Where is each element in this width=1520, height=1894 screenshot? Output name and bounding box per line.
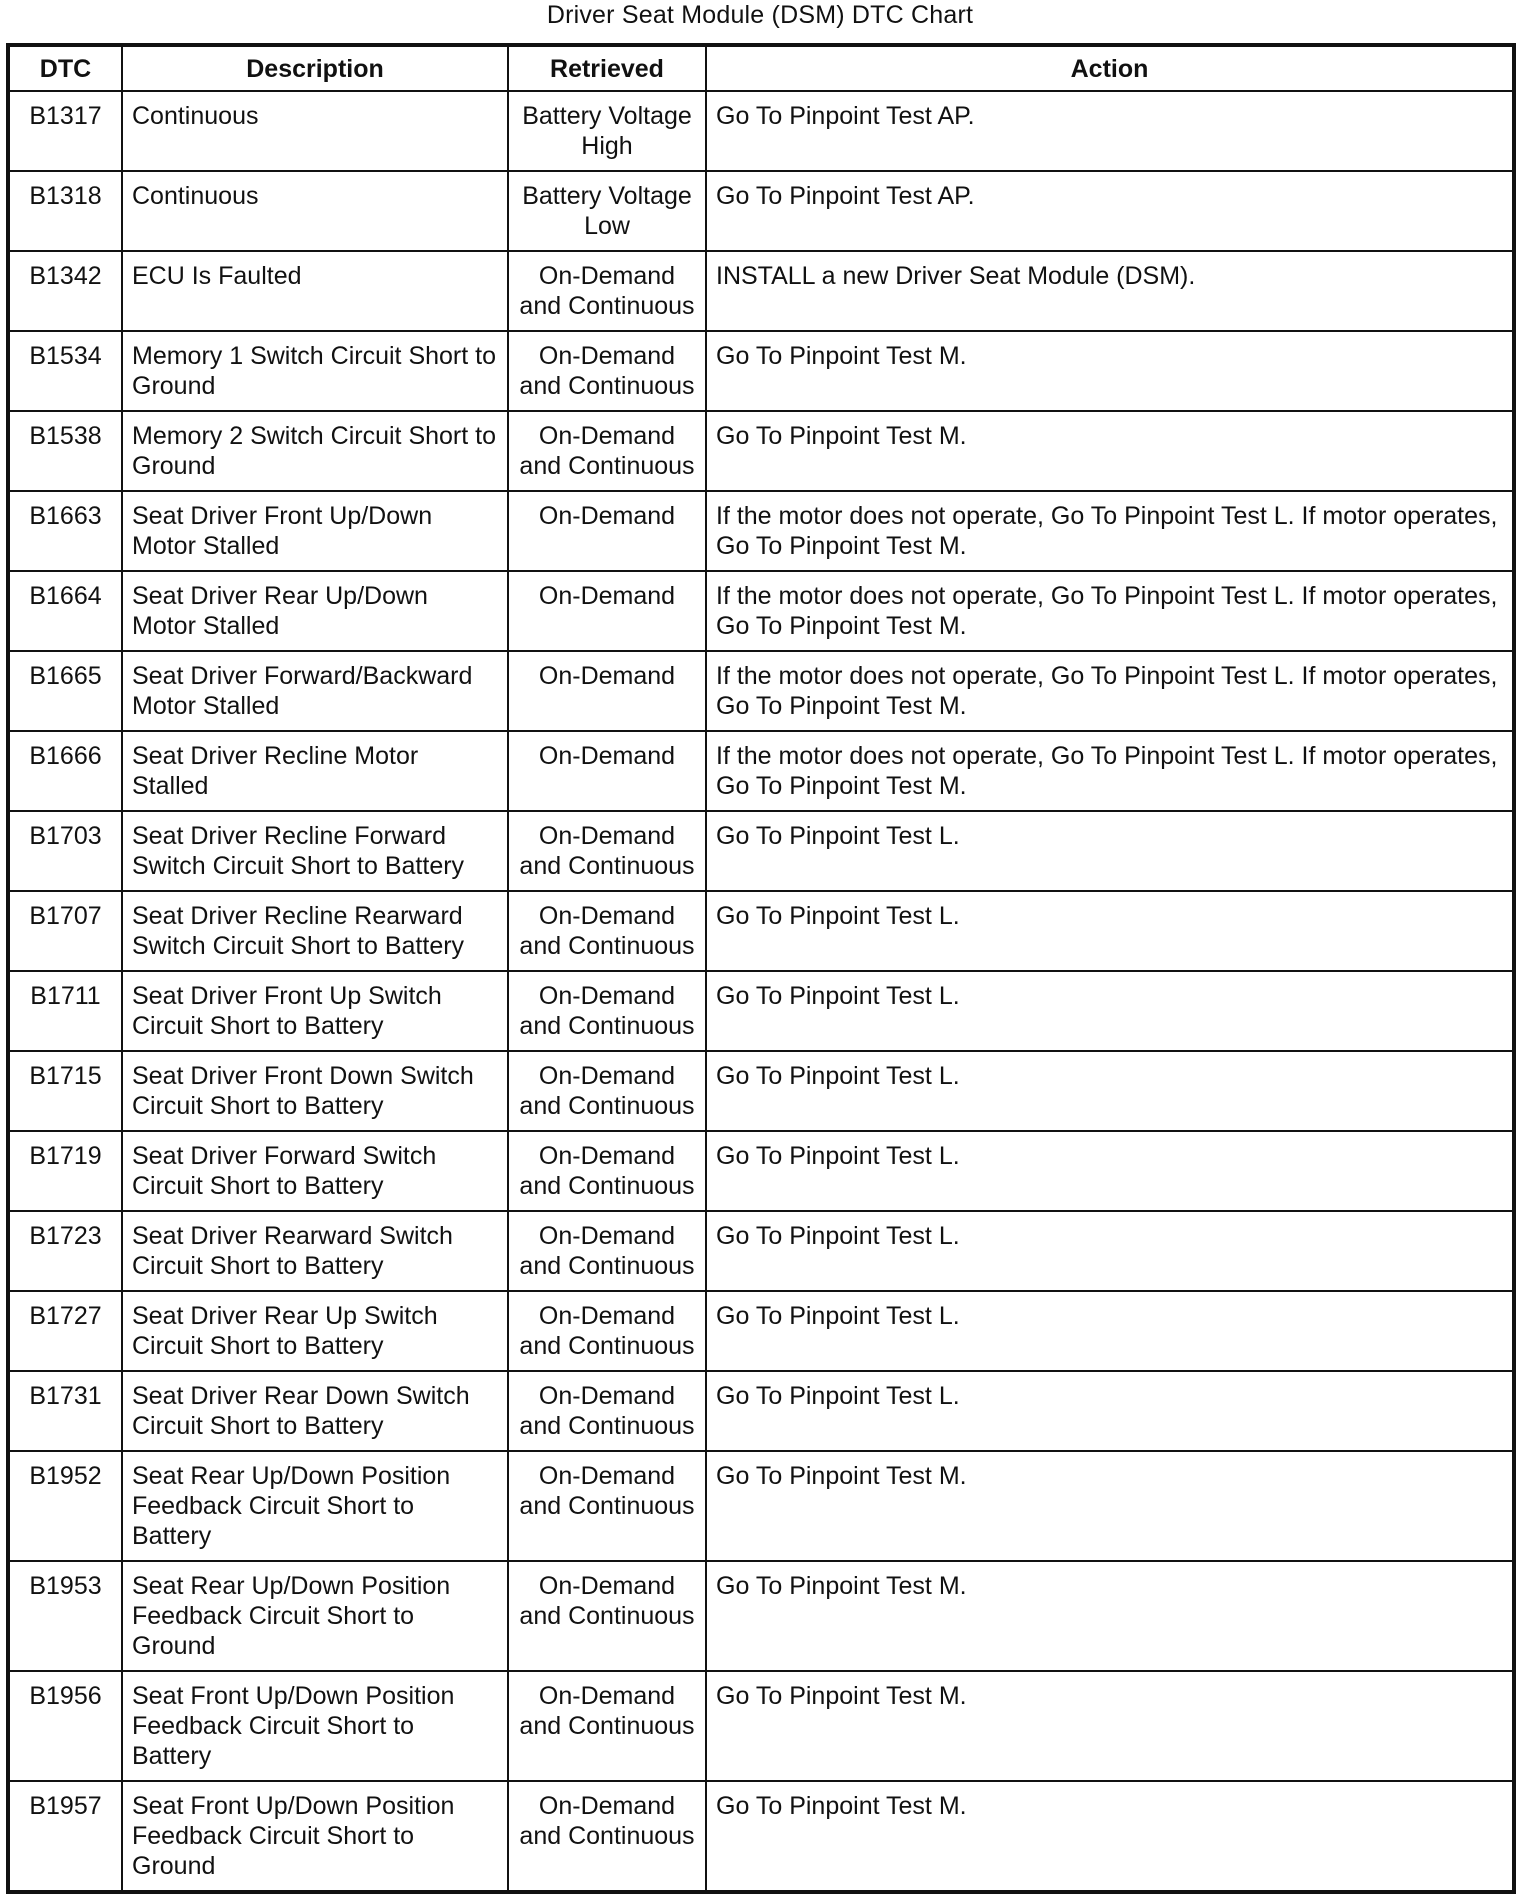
dtc-retrieved: On-Demand and Continuous [508, 1671, 706, 1781]
dtc-description: Seat Driver Rear Up Switch Circuit Short to Battery [122, 1291, 508, 1371]
dtc-action: INSTALL a new Driver Seat Module (DSM). [706, 251, 1514, 331]
dtc-code: B1703 [8, 811, 122, 891]
dtc-code: B1318 [8, 171, 122, 251]
dtc-retrieved: On-Demand and Continuous [508, 891, 706, 971]
dtc-description: Seat Rear Up/Down Position Feedback Circuit Short to Ground [122, 1561, 508, 1671]
dtc-action: If the motor does not operate, Go To Pinpoint Test L. If motor operates, Go To Pinpoint Test M. [706, 491, 1514, 571]
dtc-description: Seat Driver Rear Down Switch Circuit Short to Battery [122, 1371, 508, 1451]
dtc-description: Seat Driver Rear Up/Down Motor Stalled [122, 571, 508, 651]
table-row [8, 331, 1514, 411]
table-row [8, 571, 1514, 651]
dtc-action: Go To Pinpoint Test M. [706, 411, 1514, 491]
table-row [8, 1561, 1514, 1671]
dtc-description: Seat Driver Rearward Switch Circuit Short to Battery [122, 1211, 508, 1291]
dtc-description: Seat Driver Front Up Switch Circuit Short to Battery [122, 971, 508, 1051]
table-row [8, 251, 1514, 331]
dtc-action: Go To Pinpoint Test L. [706, 1371, 1514, 1451]
dtc-retrieved: On-Demand and Continuous [508, 1051, 706, 1131]
table-row [8, 971, 1514, 1051]
dtc-code: B1956 [8, 1671, 122, 1781]
dtc-code: B1953 [8, 1561, 122, 1671]
dtc-code: B1957 [8, 1781, 122, 1892]
table-row [8, 891, 1514, 971]
dtc-description: Memory 2 Switch Circuit Short to Ground [122, 411, 508, 491]
dtc-code: B1727 [8, 1291, 122, 1371]
dtc-action: Go To Pinpoint Test L. [706, 891, 1514, 971]
dtc-action: Go To Pinpoint Test M. [706, 1451, 1514, 1561]
dtc-retrieved: On-Demand [508, 651, 706, 731]
dtc-action: Go To Pinpoint Test L. [706, 1291, 1514, 1371]
dtc-retrieved: On-Demand and Continuous [508, 1451, 706, 1561]
dtc-retrieved: On-Demand and Continuous [508, 1561, 706, 1671]
table-row [8, 91, 1514, 171]
table-row [8, 491, 1514, 571]
table-row [8, 171, 1514, 251]
dtc-code: B1723 [8, 1211, 122, 1291]
dtc-action: Go To Pinpoint Test M. [706, 331, 1514, 411]
dtc-retrieved: Battery Voltage High [508, 91, 706, 171]
dtc-code: B1664 [8, 571, 122, 651]
dtc-code: B1342 [8, 251, 122, 331]
header-action: Action [706, 45, 1514, 91]
dtc-action: Go To Pinpoint Test M. [706, 1671, 1514, 1781]
dtc-retrieved: On-Demand and Continuous [508, 1291, 706, 1371]
table-row [8, 1051, 1514, 1131]
dtc-action: Go To Pinpoint Test L. [706, 1211, 1514, 1291]
dtc-code: B1666 [8, 731, 122, 811]
dtc-retrieved: On-Demand and Continuous [508, 1131, 706, 1211]
dtc-action: If the motor does not operate, Go To Pinpoint Test L. If motor operates, Go To Pinpoint Test M. [706, 651, 1514, 731]
table-row [8, 1671, 1514, 1781]
dtc-retrieved: Battery Voltage Low [508, 171, 706, 251]
dtc-description: Memory 1 Switch Circuit Short to Ground [122, 331, 508, 411]
dtc-action: If the motor does not operate, Go To Pinpoint Test L. If motor operates, Go To Pinpoint Test M. [706, 571, 1514, 651]
dtc-action: Go To Pinpoint Test AP. [706, 171, 1514, 251]
header-description: Description [122, 45, 508, 91]
table-row [8, 411, 1514, 491]
dtc-retrieved: On-Demand and Continuous [508, 1211, 706, 1291]
header-dtc: DTC [8, 45, 122, 91]
table-row [8, 1781, 1514, 1892]
dtc-code: B1719 [8, 1131, 122, 1211]
dtc-retrieved: On-Demand and Continuous [508, 251, 706, 331]
dtc-action: Go To Pinpoint Test L. [706, 1051, 1514, 1131]
dtc-code: B1707 [8, 891, 122, 971]
dtc-description: Seat Driver Recline Motor Stalled [122, 731, 508, 811]
dtc-retrieved: On-Demand [508, 571, 706, 651]
table-row [8, 651, 1514, 731]
dtc-retrieved: On-Demand and Continuous [508, 811, 706, 891]
dtc-description: Seat Driver Forward/Backward Motor Stalled [122, 651, 508, 731]
dtc-code: B1952 [8, 1451, 122, 1561]
dtc-description: Seat Rear Up/Down Position Feedback Circuit Short to Battery [122, 1451, 508, 1561]
dtc-action: Go To Pinpoint Test AP. [706, 91, 1514, 171]
dtc-retrieved: On-Demand and Continuous [508, 1781, 706, 1892]
dtc-action: Go To Pinpoint Test L. [706, 1131, 1514, 1211]
dtc-retrieved: On-Demand and Continuous [508, 411, 706, 491]
dtc-retrieved: On-Demand and Continuous [508, 971, 706, 1051]
dtc-description: Seat Driver Front Up/Down Motor Stalled [122, 491, 508, 571]
table-row [8, 731, 1514, 811]
table-row [8, 1211, 1514, 1291]
table-row [8, 1131, 1514, 1211]
dtc-retrieved: On-Demand and Continuous [508, 331, 706, 411]
dtc-description: Seat Driver Front Down Switch Circuit Short to Battery [122, 1051, 508, 1131]
dtc-action: Go To Pinpoint Test M. [706, 1781, 1514, 1892]
dtc-code: B1665 [8, 651, 122, 731]
table-row [8, 1451, 1514, 1561]
dtc-description: ECU Is Faulted [122, 251, 508, 331]
table-row [8, 1371, 1514, 1451]
dtc-description: Seat Driver Recline Rearward Switch Circuit Short to Battery [122, 891, 508, 971]
dtc-description: Continuous [122, 171, 508, 251]
dtc-code: B1538 [8, 411, 122, 491]
dtc-action: Go To Pinpoint Test M. [706, 1561, 1514, 1671]
dtc-table [6, 43, 1516, 1894]
dtc-code: B1663 [8, 491, 122, 571]
dtc-retrieved: On-Demand and Continuous [508, 1371, 706, 1451]
dtc-action: Go To Pinpoint Test L. [706, 811, 1514, 891]
dtc-description: Seat Driver Recline Forward Switch Circuit Short to Battery [122, 811, 508, 891]
dtc-code: B1534 [8, 331, 122, 411]
header-row [8, 45, 1514, 91]
dtc-description: Continuous [122, 91, 508, 171]
dtc-action: Go To Pinpoint Test L. [706, 971, 1514, 1051]
dtc-code: B1715 [8, 1051, 122, 1131]
dtc-code: B1711 [8, 971, 122, 1051]
dtc-retrieved: On-Demand [508, 731, 706, 811]
dtc-description: Seat Front Up/Down Position Feedback Circuit Short to Battery [122, 1671, 508, 1781]
dtc-description: Seat Driver Forward Switch Circuit Short to Battery [122, 1131, 508, 1211]
dtc-description: Seat Front Up/Down Position Feedback Circuit Short to Ground [122, 1781, 508, 1892]
dtc-action: If the motor does not operate, Go To Pinpoint Test L. If motor operates, Go To Pinpoint Test M. [706, 731, 1514, 811]
table-row [8, 1291, 1514, 1371]
dtc-code: B1731 [8, 1371, 122, 1451]
header-retrieved: Retrieved [508, 45, 706, 91]
dtc-retrieved: On-Demand [508, 491, 706, 571]
table-row [8, 811, 1514, 891]
dtc-code: B1317 [8, 91, 122, 171]
document-title: Driver Seat Module (DSM) DTC Chart [546, 1, 974, 29]
